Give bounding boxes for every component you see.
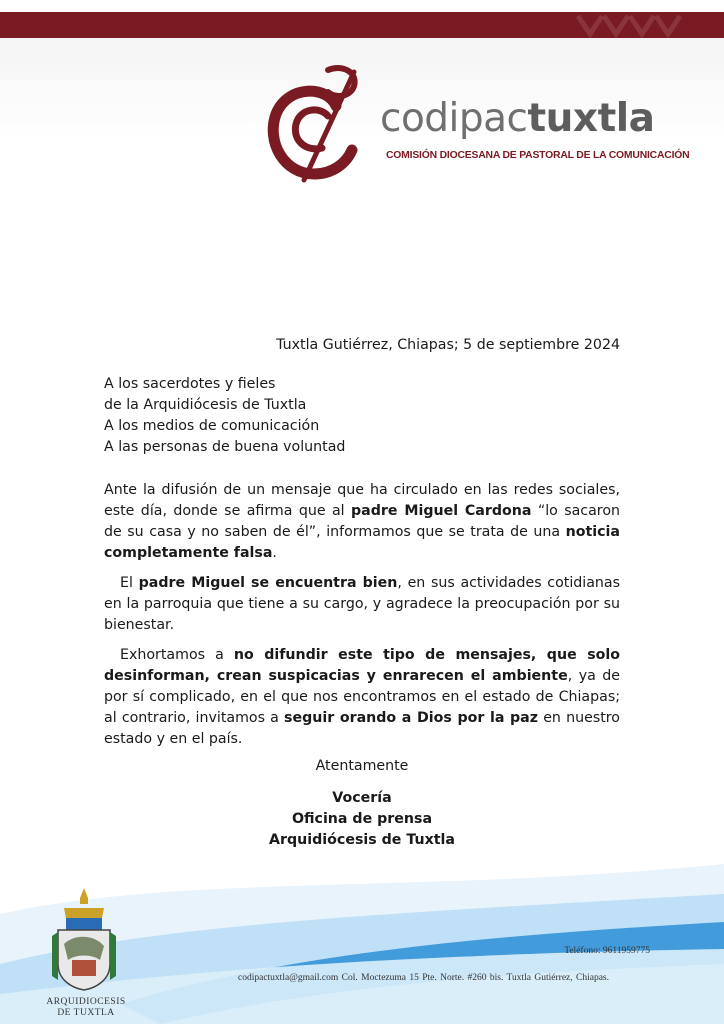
seal-caption-line: DE TUXTLA (57, 1008, 115, 1018)
signature-line: Arquidiócesis de Tuxtla (269, 832, 455, 848)
p2-text: , en sus actividades cotidianas en la parroquia que tiene a su cargo, y agradece la preocupación por su bienestar. (104, 575, 620, 633)
p3-text: en nuestro estado y en el país. (104, 710, 620, 747)
p1-text: . (272, 545, 277, 561)
p2-bold: padre Miguel se encuentra bien (138, 575, 398, 591)
recipients-block (104, 374, 345, 458)
p3-bold: no difundir este tipo de mensajes, que solo desinforman, crean suspicacias y enrarecen el ambiente (104, 647, 620, 684)
footer-phone: Teléfono: 9611959775 (564, 946, 650, 956)
seal-caption-line: ARQUIDIOCESIS (46, 997, 126, 1007)
p1-text: Ante la difusión de un mensaje que ha circulado en las redes sociales, este día, donde se afirma que al (104, 482, 620, 519)
recipient-line: A los sacerdotes y fieles (104, 376, 276, 392)
footer-contact: codipactuxtla@gmail.com Col. Moctezuma 15 Pte. Norte. #260 bis. Tuxtla Gutiérrez, Chiapas. (238, 973, 609, 983)
brand-name-light: codipac (380, 96, 528, 141)
paragraph-1 (104, 480, 620, 564)
brand-subtitle: COMISIÓN DIOCESANA DE PASTORAL DE LA COMUNICACIÓN (386, 150, 690, 161)
codipac-logo-icon (258, 62, 368, 186)
letter-date: Tuxtla Gutiérrez, Chiapas; 5 de septiembre 2024 (276, 337, 620, 353)
p1-text: “lo sacaron de su casa y no saben de él”, informamos que se trata de una (104, 503, 620, 540)
p2-text: El (120, 575, 139, 591)
signature-line: Oficina de prensa (291, 811, 433, 827)
p3-text: , ya de por sí complicado, en el que nos encontramos en el estado de Chiapas; al contrario, invitamos a (104, 668, 621, 726)
brand-name (380, 96, 654, 141)
paragraph-2 (104, 573, 620, 636)
p1-bold: noticia completamente falsa (104, 524, 620, 561)
brand-name-bold: tuxtla (527, 96, 655, 141)
archdiocese-seal-icon (44, 884, 124, 992)
letter-body (104, 480, 620, 759)
p3-text: Exhortamos a (120, 647, 234, 663)
signature-line: Vocería (332, 790, 392, 806)
recipient-line: de la Arquidiócesis de Tuxtla (104, 397, 307, 413)
recipient-line: A las personas de buena voluntad (104, 439, 346, 455)
p1-bold: padre Miguel Cardona (351, 503, 532, 519)
recipient-line: A los medios de comunicación (104, 418, 320, 434)
closing-salutation: Atentamente (315, 758, 409, 774)
chevron-decoration-icon (574, 12, 684, 38)
p3-bold: seguir orando a Dios por la paz (284, 710, 539, 726)
paragraph-3 (104, 645, 620, 750)
signature-block (0, 788, 724, 851)
seal-caption (36, 997, 136, 1019)
